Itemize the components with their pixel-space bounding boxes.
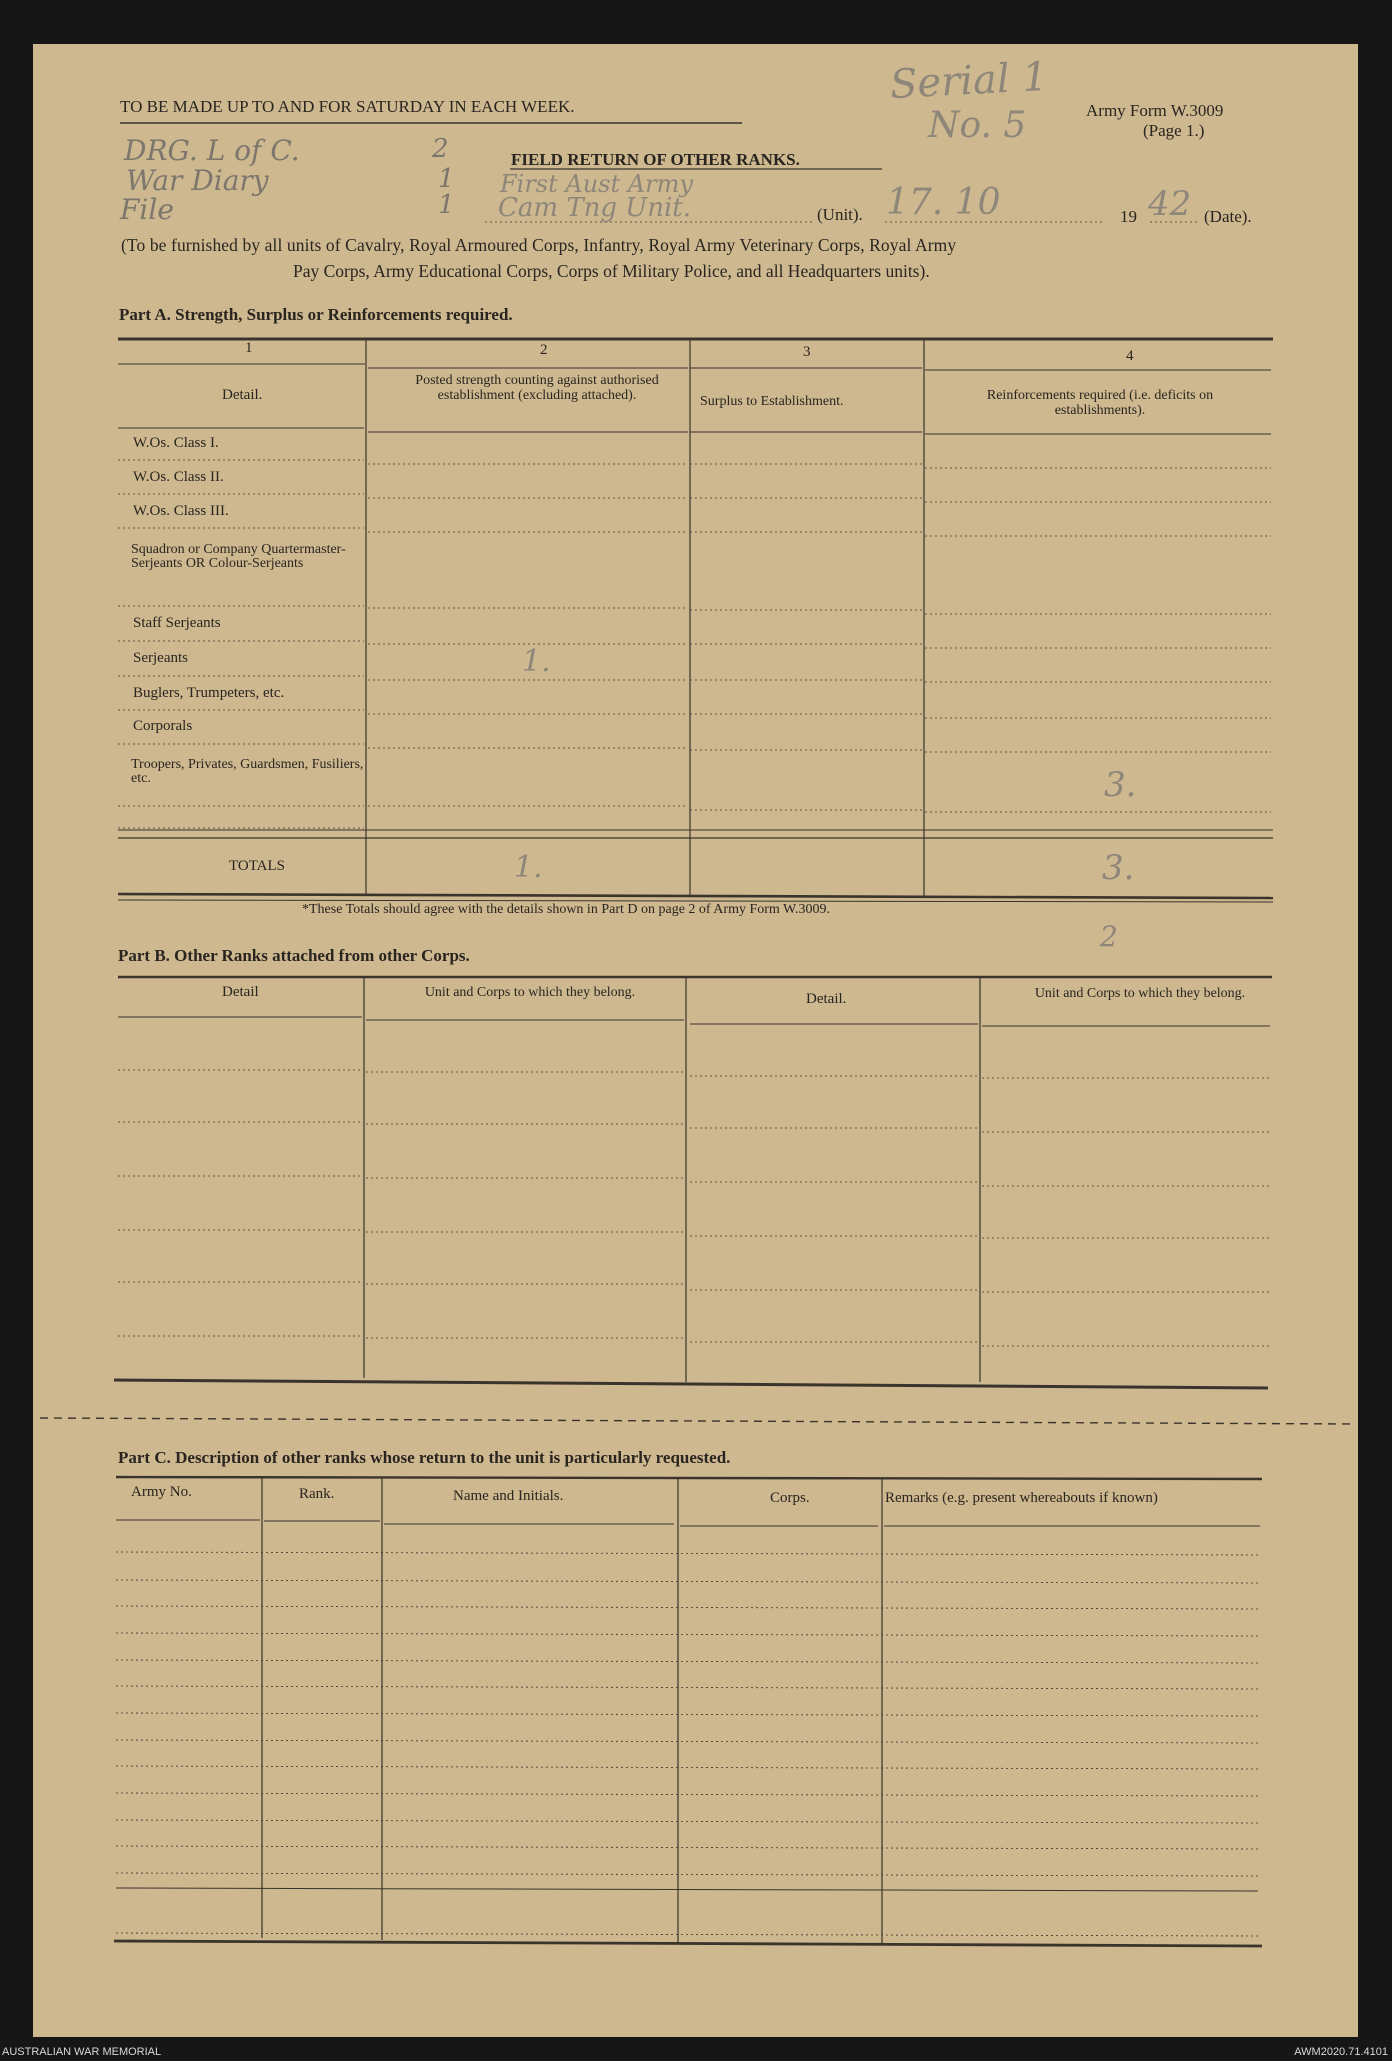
page-number: (Page 1.) (1143, 121, 1205, 140)
part-c-col-rank: Rank. (299, 1486, 335, 1502)
furnish-note-line1: (To be furnished by all units of Cavalry, Royal Armoured Corps, Infantry, Royal Army Veterinary Corps, Royal Army (121, 235, 957, 255)
unit-suffix: (Unit). (817, 205, 863, 224)
col4-header: Reinforcements required (i.e. deficits on establishments). (986, 388, 1214, 418)
col-number-1: 1 (245, 340, 253, 356)
col2-header: Posted strength counting against authorised establishment (excluding attached). (415, 373, 659, 403)
part-c-col-corps: Corps. (770, 1490, 810, 1506)
furnish-note-line2: Pay Corps, Army Educational Corps, Corps of Military Police, and all Headquarters units). (293, 261, 930, 281)
col-number-3: 3 (803, 344, 811, 360)
row-label: Buglers, Trumpeters, etc. (133, 685, 285, 701)
row-label: Serjeants (133, 650, 188, 666)
row-label: Corporals (133, 718, 193, 734)
col3-header: Surplus to Establishment. (700, 394, 844, 409)
distribution-copies-2: 1 (438, 164, 455, 194)
form-title: FIELD RETURN OF OTHER RANKS. (511, 150, 800, 169)
form-sheet (33, 44, 1358, 2037)
footer-accession: AWM2020.71.4101 (1294, 2046, 1388, 2058)
handwritten-total-posted: 1. (514, 850, 543, 885)
distribution-to-2: War Diary (126, 164, 269, 197)
part-b-col2: Unit and Corps to which they belong. (424, 985, 636, 1000)
part-b-col1: Detail (222, 984, 259, 1000)
part-b-col3: Detail. (806, 991, 847, 1007)
footer-credit: AUSTRALIAN WAR MEMORIAL (2, 2046, 162, 2058)
part-c-col-remarks: Remarks (e.g. present whereabouts if known) (885, 1490, 1158, 1506)
distribution-copies-1: 2 (432, 134, 449, 164)
row-label: Staff Serjeants (133, 615, 221, 631)
col1-header: Detail. (222, 387, 263, 403)
col-number-4: 4 (1126, 348, 1134, 364)
totals-footnote: *These Totals should agree with the details shown in Part D on page 2 of Army Form W.3009. (302, 902, 830, 917)
handwritten-year: 42 (1148, 184, 1192, 224)
handwritten-date: 17. 10 (886, 182, 1001, 223)
part-c-title: Part C. Description of other ranks whose return to the unit is particularly requested. (118, 1448, 731, 1467)
row-label: W.Os. Class III. (133, 503, 229, 519)
handwritten-serjeants-posted: 1. (522, 644, 551, 679)
part-a-title: Part A. Strength, Surplus or Reinforcements required. (119, 305, 513, 324)
handwritten-number: No. 5 (928, 105, 1027, 146)
part-c-col-name: Name and Initials. (453, 1488, 564, 1504)
totals-label: TOTALS (229, 858, 286, 874)
part-b-col4: Unit and Corps to which they belong. (1034, 986, 1246, 1001)
top-instruction: TO BE MADE UP TO AND FOR SATURDAY IN EACH WEEK. (120, 97, 575, 116)
form-number: Army Form W.3009 (1086, 101, 1224, 120)
date-suffix: (Date). (1204, 207, 1252, 226)
row-label: W.Os. Class I. (133, 435, 219, 451)
row-label: Squadron or Company Quartermaster-Serjeants OR Colour-Serjeants (131, 542, 346, 571)
row-label: W.Os. Class II. (133, 469, 224, 485)
handwritten-part-b-note: 2 (1100, 920, 1118, 953)
row-label: Troopers, Privates, Guardsmen, Fusiliers, etc. (131, 757, 364, 786)
handwritten-serial: Serial 1 (888, 53, 1049, 109)
distribution-to-1: DRG. L of C. (124, 134, 300, 167)
year-prefix: 19 (1120, 207, 1137, 226)
part-b-title: Part B. Other Ranks attached from other Corps. (118, 946, 470, 965)
distribution-copies-3: 1 (438, 190, 455, 220)
part-c-col-army-no: Army No. (131, 1484, 192, 1500)
distribution-to-3: File (120, 193, 174, 226)
handwritten-total-reinforcements: 3. (1102, 848, 1135, 888)
handwritten-troopers-reinforcements: 3. (1104, 765, 1137, 805)
col-number-2: 2 (540, 342, 548, 358)
handwritten-unit-line2: Cam Tng Unit. (498, 193, 691, 223)
handwritten-unit-line1: First Aust Army (500, 170, 693, 198)
